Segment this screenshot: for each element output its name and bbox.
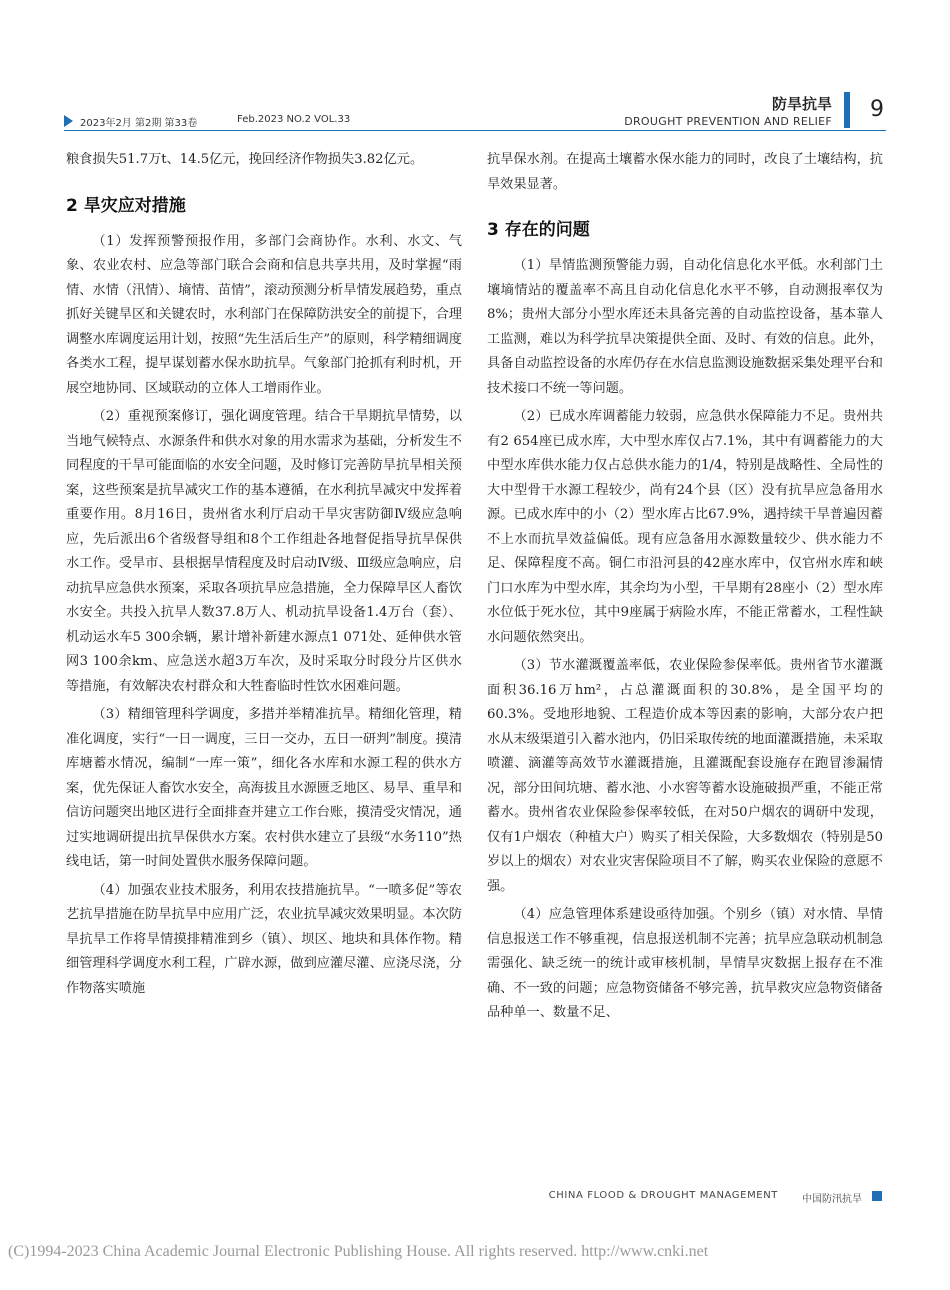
paragraph-3-4: （4）应急管理体系建设亟待加强。个别乡（镇）对水情、旱情信息报送工作不够重视，信息报送机制不完善；抗旱应急联动机制急需强化、缺乏统一的统计或审核机制，旱情旱灾数据上报存在不准确、不一致的问题；应急物资储备不够完善，抗旱救灾应急物资储备品种单一、数量不足、 [487, 907, 883, 1020]
right-column [487, 148, 883, 1026]
page-footer [0, 1190, 950, 1214]
issue-marker-icon [64, 115, 73, 127]
journal-title: 防旱抗旱 [771, 95, 832, 113]
right-lead-paragraph: 抗旱保水剂。在提高土壤蓄水保水能力的同时，改良了土壤结构，抗旱效果显著。 [487, 152, 883, 192]
footer-square-icon [872, 1191, 882, 1201]
paragraph-2-3: （3）精细管理科学调度，多措并举精准抗旱。精细化管理，精准化调度，实行“一日一调度，三日一交办，五日一研判”制度。摸清库塘蓄水情况，编制“一库一策”，细化各水库和水源工程的供水方案，优先保证人畜饮水安全，高海拔且水源匮乏地区、易旱、重旱和信访问题突出地区进行全面排查并建立工作台账，摸清受灾情况，通过实地调研提出抗旱保供水方案。农村供水建立了县级“水务110”热线电话，第一时间处置供水服务保障问题。 [66, 707, 462, 869]
paragraph-2-2: （2）重视预案修订，强化调度管理。结合干旱期抗旱情势，以当地气候特点、水源条件和供水对象的用水需求为基础，分析发生不同程度的干旱可能面临的水安全问题，及时修订完善防旱抗旱相关预案，这些预案是抗旱减灾工作的基本遵循，在水利抗旱减灾中发挥着重要作用。8月16日，贵州省水利厅启动干旱灾害防御Ⅳ级应急响应，先后派出6个省级督导组和8个工作组赴各地督促指导抗旱保供水工作。受旱市、县根据旱情程度及时启动Ⅳ级、Ⅲ级应急响应，启动抗旱应急供水预案，采取各项抗旱应急措施，全力保障旱区人畜饮水安全。共投入抗旱人数37.8万人、机动抗旱设备1.4万台（套）、机动运水车5 300余辆，累计增补新建水源点1 071处、延伸供水管网3 100余km、应急送水超3万车次，及时采取分时段分片区供水等措施，有效解决农村群众和大牲畜临时性饮水困难问题。 [66, 409, 462, 694]
footer-journal-cn: 中国防汛抗旱 [802, 1194, 862, 1205]
header-accent-bar [844, 92, 850, 128]
paragraph-2-4: （4）加强农业技术服务，利用农技措施抗旱。“一喷多促”等农艺抗旱措施在防旱抗旱中应用广泛，农业抗旱减灾效果明显。本次防旱抗旱工作将旱情摸排精准到乡（镇）、坝区、地块和具体作物。精细管理科学调度水利工程，广辟水源，做到应灌尽灌、应浇尽浇，分作物落实喷施 [66, 882, 462, 996]
paragraph-3-1: （1）旱情监测预警能力弱，自动化信息化水平低。水利部门土壤墒情站的覆盖率不高且自动化信息化水平不够，自动测报率仅为8%；贵州大部分小型水库还未具备完善的自动监控设备，基本靠人工监测，难以为科学抗旱决策提供全面、及时、有效的信息。此外，具备自动监控设备的水库仍存在水信息监测设施数据采集处理平台和技术接口不统一等问题。 [487, 258, 883, 396]
page-number: 9 [870, 97, 884, 122]
paragraph-3-2: （2）已成水库调蓄能力较弱，应急供水保障能力不足。贵州共有2 654座已成水库，大中型水库仅占7.1%，其中有调蓄能力的大中型水库供水能力仅占总供水能力的1/4，特别是战略性、全局性的大中型骨干水源工程较少，尚有24个县（区）没有抗旱应急备用水源。已成水库中的小（2）型水库占比67.9%，遇持续干旱普遍因蓄不上水而抗旱效益偏低。现有应急备用水源数量较少、供水能力不足、保障程度不高。铜仁市沿河县的42座水库中，仅官州水库和峡门口水库为中型水库，其余均为小型，干旱期有28座小（2）型水库水位低于死水位，其中9座属于病险水库，不能正常蓄水，工程性缺水问题依然突出。 [487, 409, 883, 645]
page-header [0, 0, 950, 135]
section-heading-2: 2 旱灾应对措施 [66, 195, 186, 216]
section-heading-3: 3 存在的问题 [487, 220, 590, 240]
journal-subtitle: DROUGHT PREVENTION AND RELIEF [624, 115, 832, 128]
left-lead-paragraph: 粮食损失51.7万t、14.5亿元，挽回经济作物损失3.82亿元。 [66, 152, 424, 167]
paragraph-3-3: （3）节水灌溉覆盖率低，农业保险参保率低。贵州省节水灌溉面积36.16万hm²，占总灌溉面积的30.8%，是全国平均的60.3%。受地形地貌、工程造价成本等因素的影响，大部分农户把水从末级渠道引入蓄水池内，仍旧采取传统的地面灌溉措施，未采取喷灌、滴灌等高效节水灌溉措施，且灌溉配套设施存在跑冒渗漏情况，部分田间坑塘、蓄水池、小水窖等蓄水设施破损严重，不能正常蓄水。贵州省农业保险参保率较低，在对50户烟农的调研中发现，仅有1户烟农（种植大户）购买了相关保险，大多数烟农（特别是50岁以上的烟农）对农业灾害保险项目不了解，购买农业保险的意愿不强。 [487, 658, 883, 894]
issue-info-en: Feb.2023 NO.2 VOL.33 [237, 114, 351, 125]
left-column [66, 148, 462, 1001]
footer-journal-en: CHINA FLOOD & DROUGHT MANAGEMENT [548, 1190, 778, 1201]
header-rule [64, 130, 886, 131]
paragraph-2-1: （1）发挥预警预报作用，多部门会商协作。水利、水文、气象、农业农村、应急等部门联合会商和信息共享共用，及时掌握“雨情、水情（汛情）、墒情、苗情”，滚动预测分析旱情发展趋势，重点抓好关键旱区和关键农时，水利部门在保障防洪安全的前提下，合理调整水库调度运用计划，按照“先生活后生产”的原则，科学精细调度各类水工程，提早谋划蓄水保水助抗旱。气象部门抢抓有利时机，开展空地协同、区域联动的立体人工增雨作业。 [66, 233, 462, 396]
issue-info-cn: 2023年2月 第2期 第33卷 [80, 118, 198, 129]
copyright-notice: (C)1994-2023 China Academic Journal Electronic Publishing House. All rights reserved. http://www.cnki.net [8, 1243, 709, 1260]
